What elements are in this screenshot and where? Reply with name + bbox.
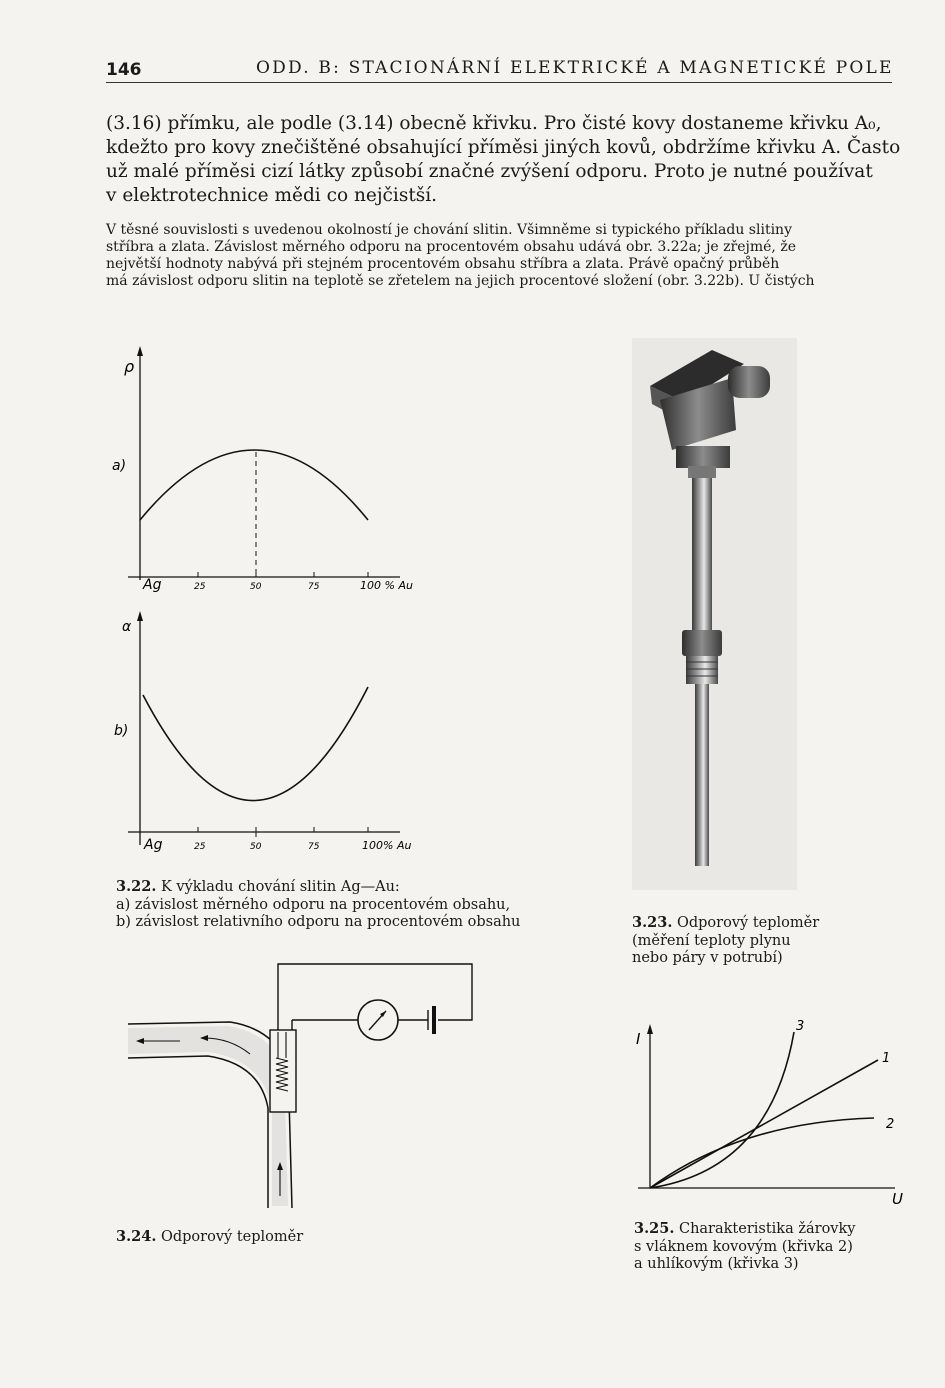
text-line: V těsné souvislosti s uvedenou okolností je chování slitin. Všimněme si typického příkladu slitiny (106, 222, 792, 238)
y-axis-label: I (636, 1030, 641, 1048)
tick-label: 25 (194, 842, 206, 852)
thermometer-tube (692, 478, 712, 638)
curve-3 (650, 1032, 794, 1188)
curve-2 (650, 1118, 874, 1188)
figure-3-22b (110, 605, 430, 860)
paragraph-small (106, 222, 894, 290)
tick-label: Ag (143, 577, 162, 593)
curve-1 (650, 1060, 878, 1188)
header-rule (106, 82, 892, 83)
tick-label: 25 (194, 582, 206, 592)
text-line: kdežto pro kovy znečištěné obsahující příměsi jiných kovů, obdržíme křivku A. Často (106, 137, 901, 158)
running-title: ODD. B: STACIONÁRNÍ ELEKTRICKÉ A MAGNETICKÉ POLE (256, 58, 894, 78)
y-axis-label: α (122, 619, 132, 635)
panel-label: b) (114, 723, 129, 739)
sensor-rod (695, 684, 709, 866)
thread-fitting (682, 630, 722, 684)
paragraph-main (106, 112, 901, 208)
text-line: největší hodnoty nabývá při stejném procentovém obsahu stříbra a zlata. Právě opačný průběh (106, 256, 780, 272)
tick-label-end: 100 % Au (360, 579, 413, 592)
curve-label: 2 (886, 1117, 895, 1132)
panel-label: a) (112, 458, 127, 474)
text-line: (3.16) přímku, ale podle (3.14) obecně křivku. Pro čisté kovy dostaneme křivku A₀, (106, 113, 882, 134)
tick-label: 50 (250, 582, 262, 592)
tick-label: 75 (308, 842, 320, 852)
y-axis-label: ρ (124, 357, 135, 376)
x-axis-label: U (892, 1190, 903, 1208)
curve-label: 3 (796, 1019, 805, 1034)
tick-label: 50 (250, 842, 262, 852)
nut (688, 466, 716, 478)
y-axis-arrow (647, 1024, 653, 1034)
caption-3-23: 3.23. Odporový teploměr (měření teploty plynu nebo páry v potrubí) (632, 914, 820, 966)
caption-3-25: 3.25. Charakteristika žárovky s vláknem kovovým (křivka 2) a uhlíkovým (křivka 3) (634, 1220, 856, 1272)
caption-number: 3.23. (632, 914, 673, 931)
caption-3-24: 3.24. Odporový teploměr (116, 1228, 304, 1245)
y-axis-arrow (137, 346, 143, 356)
figure-3-25-chart (630, 1010, 910, 1210)
text-line: už malé příměsi cizí látky způsobí značné zvýšení odporu. Proto je nutné používat (106, 161, 873, 182)
figure-3-23-photo (632, 338, 797, 890)
tick-label-end: 100% Au (362, 839, 412, 852)
tick-label: 75 (308, 582, 320, 592)
curve-label: 1 (882, 1051, 891, 1066)
caption-3-22: 3.22. K výkladu chování slitin Ag—Au: a) závislost měrného odporu na procentovém obsahu, b) závislost relativního odporu na procentovém obsahu (116, 878, 521, 930)
caption-number: 3.22. (116, 878, 157, 895)
page-number: 146 (106, 60, 142, 80)
text-line: v elektrotechnice mědi co nejčistší. (106, 185, 438, 206)
relative-resistance-curve (143, 687, 368, 801)
figure-3-22a (110, 340, 430, 595)
caption-number: 3.24. (116, 1228, 157, 1245)
text-line: stříbra a zlata. Závislost měrného odporu na procentovém obsahu udává obr. 3.22a; je zřejmé, že (106, 239, 796, 255)
pipe-wall-inner (128, 1056, 268, 1208)
y-axis-arrow (137, 611, 143, 621)
caption-number: 3.25. (634, 1220, 675, 1237)
text-line: má závislost odporu slitin na teplotě se zřetelem na jejich procentové složení (obr. 3.22b). U čistých (106, 273, 815, 289)
figure-3-24-diagram (120, 958, 480, 1218)
resistivity-curve (140, 450, 368, 520)
sensor-housing (270, 1030, 296, 1112)
tick-label: Ag (144, 837, 163, 853)
